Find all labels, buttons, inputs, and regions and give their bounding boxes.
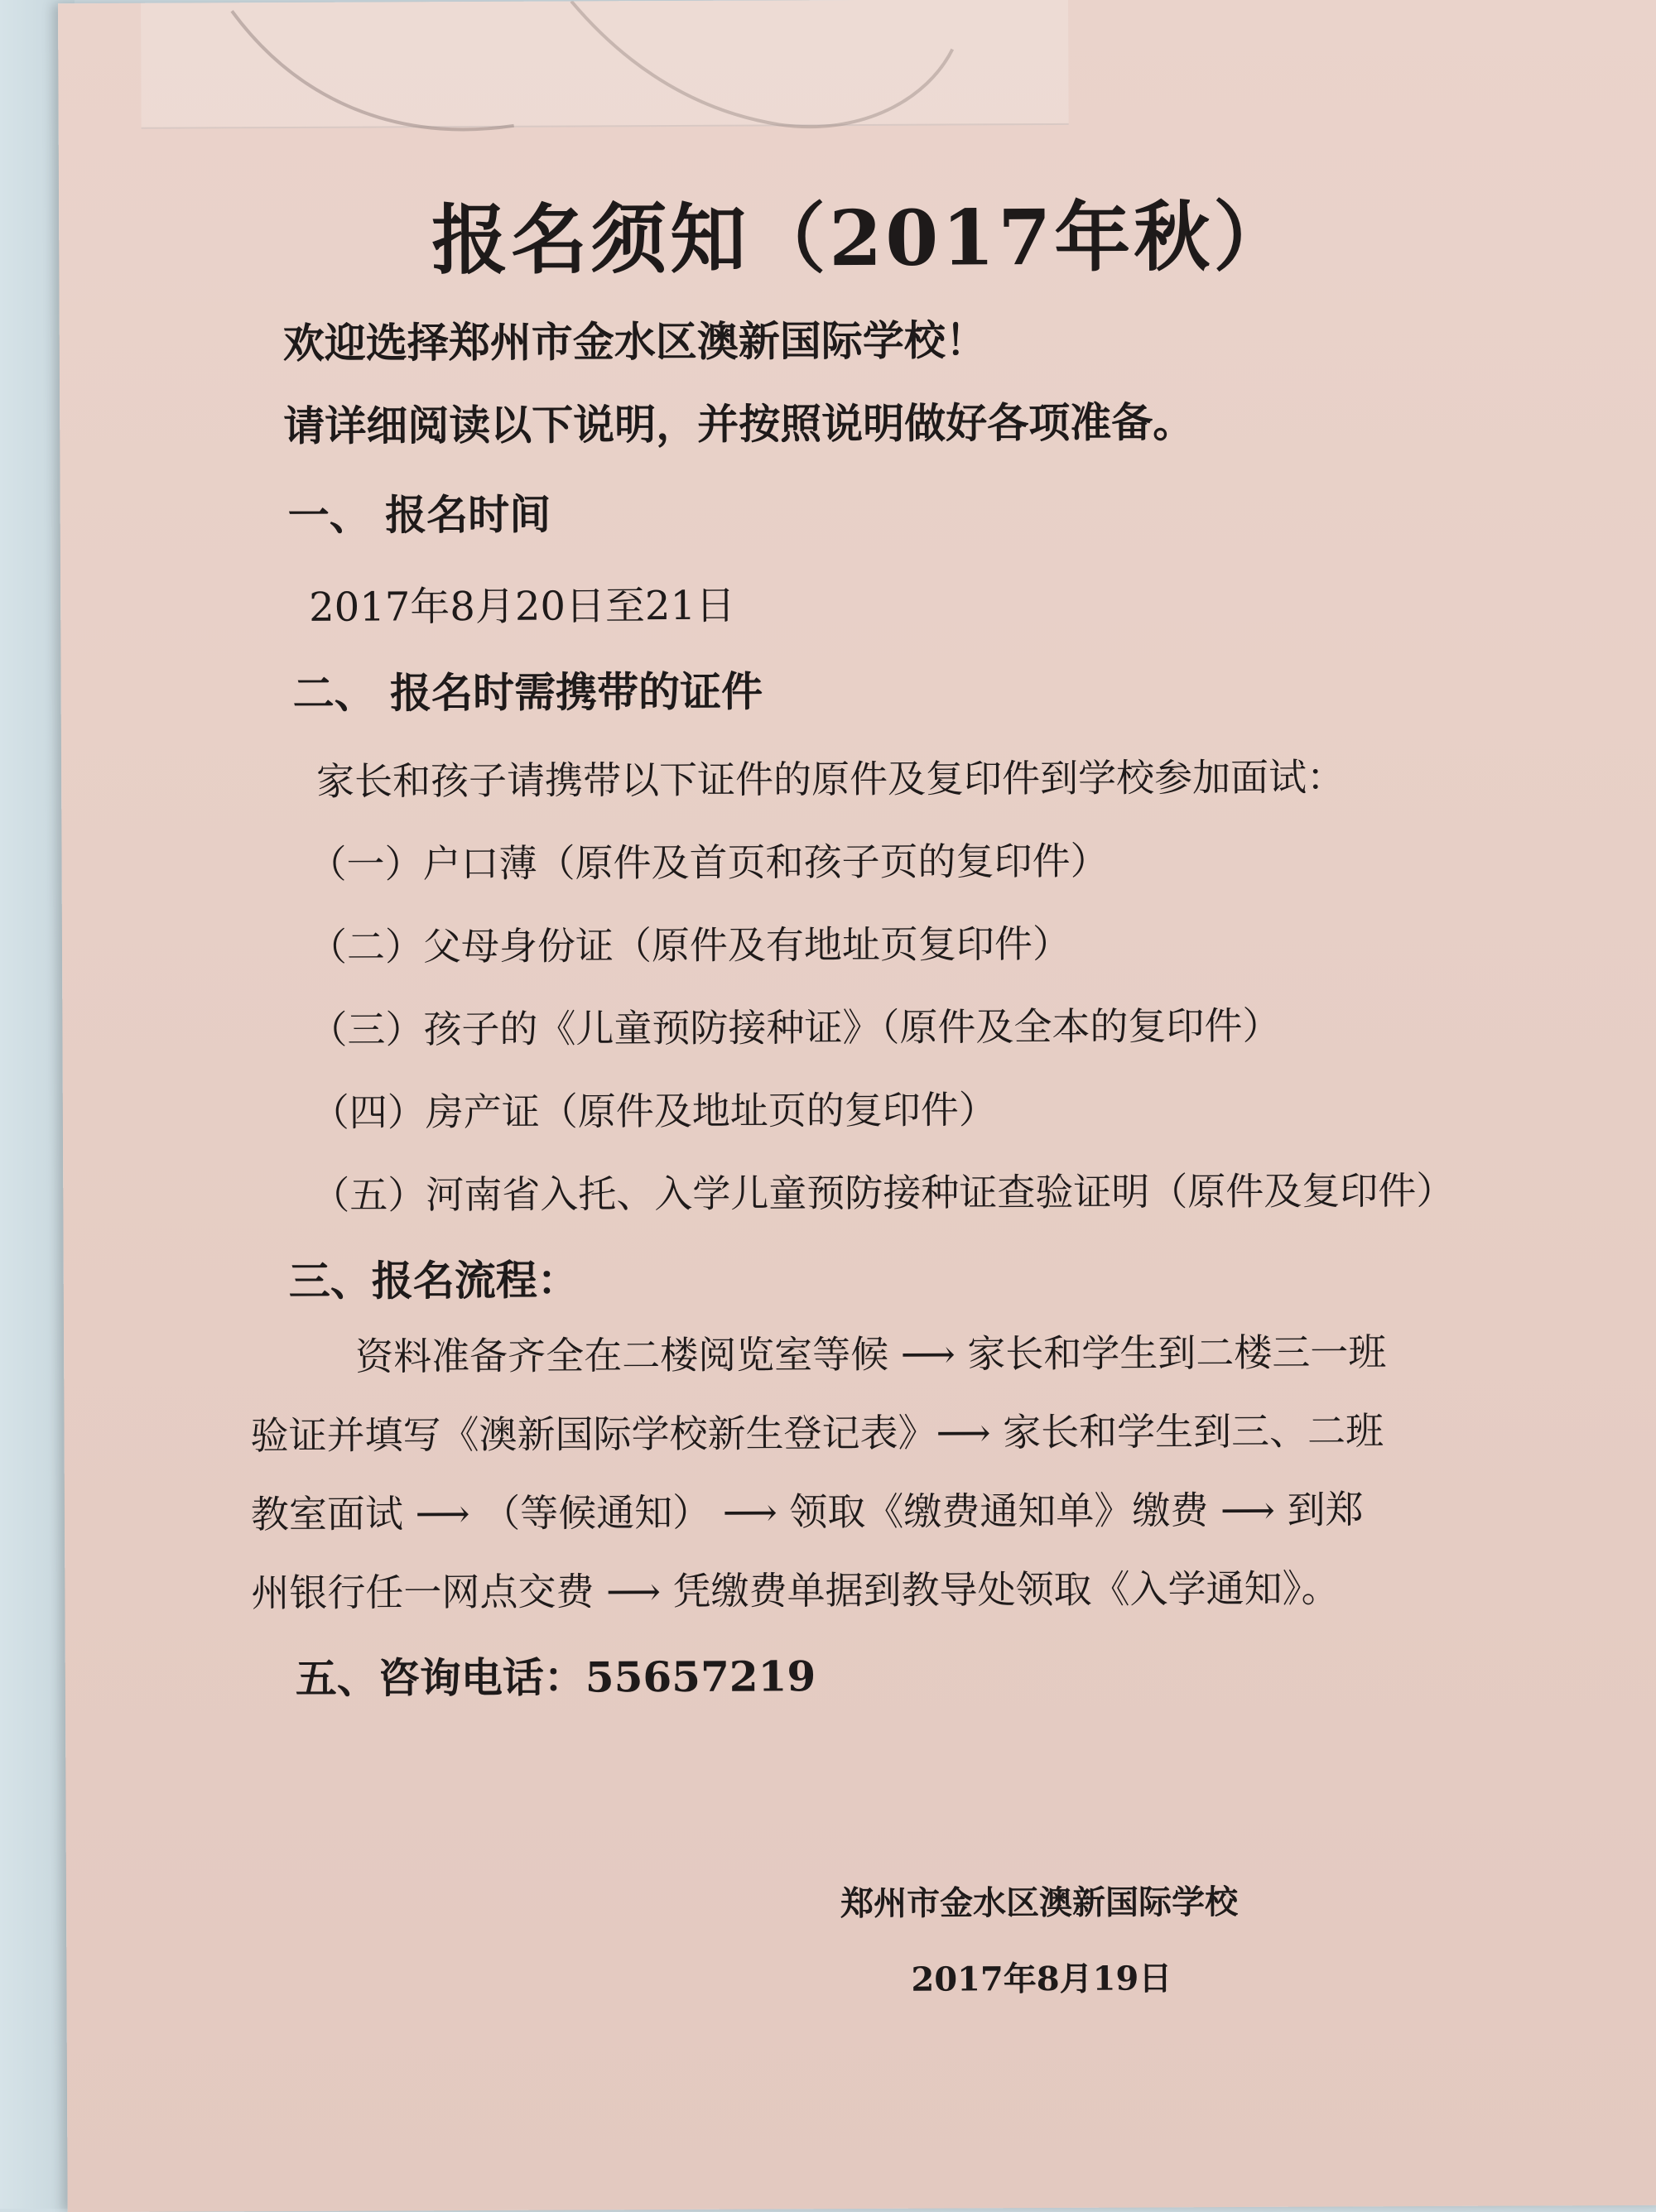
section5-consult [296,1643,816,1705]
process-line-4: 州银行任一网点交费 ⟶ 凭缴费单据到教导处领取《入学通知》。 [251,1565,1340,1616]
section2-heading: 二、 报名时需携带的证件 [292,666,763,718]
consult-phone: 55657219 [585,1652,816,1702]
documents-intro: 家长和孩子请携带以下证件的原件及复印件到学校参加面试： [315,754,1346,804]
document-item-5: （五）河南省入托、入学儿童预防接种证查验证明（原件及复印件） [311,1167,1455,1218]
section1-heading: 一、 报名时间 [287,489,551,541]
greeting-line: 欢迎选择郑州市金水区澳新国际学校！ [282,315,987,368]
footer-date: 2017年8月19日 [911,1959,1172,1999]
document-item-2: （二）父母身份证（原件及有地址页复印件） [308,921,1071,969]
process-line-2: 验证并填写《澳新国际学校新生登记表》⟶ 家长和学生到三、二班 [250,1408,1384,1459]
notice-paper [58,0,1656,2212]
registration-date: 2017年8月20日至21日 [309,582,736,631]
process-line-1: 资料准备齐全在二楼阅览室等候 ⟶ 家长和学生到二楼三一班 [355,1330,1387,1379]
notice-document [58,0,1656,2212]
document-item-1: （一）户口薄（原件及首页和孩子页的复印件） [308,838,1109,887]
instruction-line: 请详细阅读以下说明，并按照说明做好各项准备。 [283,397,1195,451]
process-line-3: 教室面试 ⟶ （等候通知） ⟶ 领取《缴费通知单》缴费 ⟶ 到郑 [250,1487,1364,1537]
document-item-4: （四）房产证（原件及地址页的复印件） [310,1087,997,1135]
page-title: 报名须知（2017年秋） [431,191,1293,286]
footer-organization: 郑州市金水区澳新国际学校 [840,1883,1239,1924]
document-item-3: （三）孩子的《儿童预防接种证》（原件及全本的复印件） [309,1003,1281,1052]
consult-label: 五、咨询电话： [295,1652,585,1703]
section3-heading: 三、报名流程： [288,1255,579,1306]
